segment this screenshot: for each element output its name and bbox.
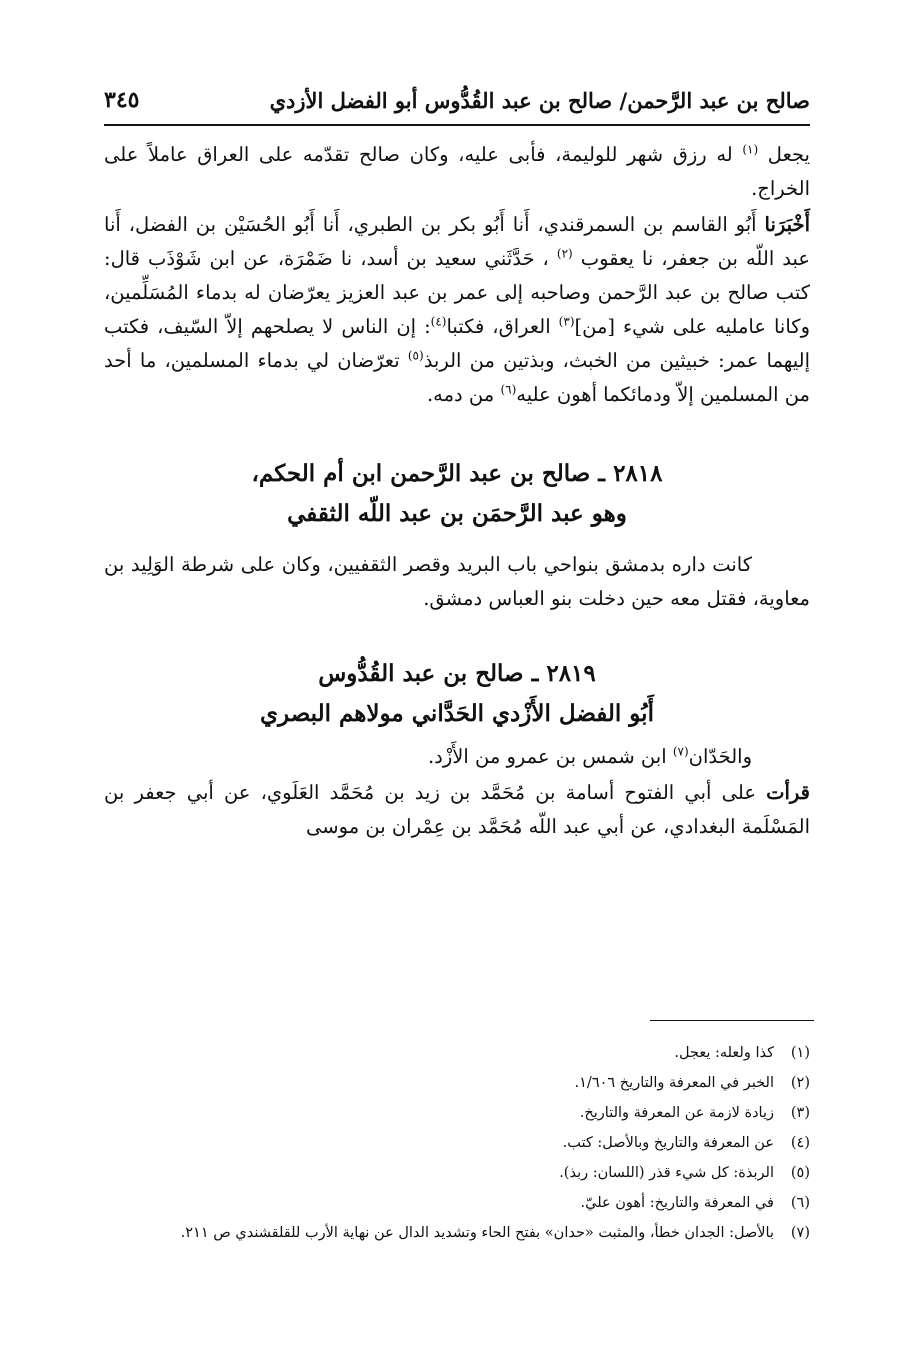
footnote-number: (٣): [790, 1105, 810, 1121]
footnote: [104, 1158, 810, 1188]
footnote: [104, 1098, 810, 1128]
footnote: [104, 1038, 810, 1068]
paragraph-2-text-a: أَبُو القاسم بن السمرقندي، أَنا أَبُو بكر بن الطبري، أَنا أَبُو الحُسَيْن بن الفضل، أَنا عبد اللّه بن جعفر، نا يعقوب: [104, 213, 811, 270]
paragraph-2-text-d: : إن الناس لا يصلحهم إلاّ السّيف، فكتب إليهما عمر: خبيثين من الخبث، وبذتين من الربذ: [104, 315, 810, 372]
footnote-text: كذا ولعله: يعجل.: [674, 1045, 774, 1061]
entry-2819-line-a: والحَدّان: [688, 745, 752, 768]
page-body: [104, 138, 810, 844]
footnote-number: (٢): [790, 1075, 810, 1091]
footnote-ref-3: (٣): [558, 314, 575, 329]
paragraph-2-lead: أَخْبَرَنا: [764, 213, 810, 236]
paragraph-2-text-c: العراق، فكتبا: [446, 315, 551, 338]
paragraph-2-text-b: ، حَدَّثَني سعيد بن أسد، نا ضَمْرَة، عن ابن شَوْذَب قال: كتب صالح بن عبد الرَّحمن وصاحبه إلى عمر بن عبد العزيز يعرّضان له بدماء المُسَلِّمين، وكانا عامليه على شيء [من]: [104, 247, 810, 338]
footnote-ref-1: (١): [742, 142, 759, 157]
header-rule: [104, 124, 810, 126]
running-head: صالح بن عبد الرَّحمن/ صالح بن عبد القُدُّوس أبو الفضل الأزدي: [269, 87, 810, 113]
page-number: ٣٤٥: [104, 87, 140, 113]
footnote: [104, 1068, 810, 1098]
entry-2818-heading: [104, 454, 810, 534]
footnote-number: (٥): [790, 1165, 810, 1181]
paragraph-1-text-b: له رزق شهر للوليمة، فأبى عليه، وكان صالح تقدّمه على العراق عاملاً على الخراج.: [104, 143, 810, 200]
footnote-text: الربذة: كل شيء قذر (اللسان: ربذ).: [559, 1165, 774, 1181]
footnotes: [104, 1038, 810, 1248]
footnote: [104, 1218, 810, 1248]
footnote-number: (٦): [790, 1195, 810, 1211]
footnote: [104, 1188, 810, 1218]
footnote-separator: [650, 1020, 814, 1021]
footnote-text: الخبر في المعرفة والتاريخ ١/٦٠٦.: [574, 1075, 774, 1091]
entry-2819-line-1: [104, 740, 810, 774]
footnote-text: في المعرفة والتاريخ: أهون عليّ.: [580, 1195, 774, 1211]
paragraph-indent: [752, 553, 810, 576]
entry-2819-title-line-1: ٢٨١٩ ـ صالح بن عبد القُدُّوس: [318, 660, 596, 687]
paragraph-1-text-a: يجعل: [767, 143, 810, 166]
paragraph-1: [104, 138, 810, 206]
entry-2818-text: كانت داره بدمشق بنواحي باب البريد وقصر الثقفيين، وكان على شرطة الوَلِيد بن معاوية، فقتل معه حين دخلت بنو العباس دمشق.: [104, 553, 810, 610]
footnote-text: زيادة لازمة عن المعرفة والتاريخ.: [579, 1105, 774, 1121]
entry-2819-paragraph: [104, 776, 810, 844]
entry-2819-heading: [104, 654, 810, 734]
entry-2819-lead: قرأت: [766, 781, 810, 804]
footnote-number: (١): [790, 1045, 810, 1061]
page-header: [104, 80, 810, 120]
entry-2819-line-b: ابن شمس بن عمرو من الأَزْد.: [427, 745, 667, 768]
paragraph-2-text-f: من دمه.: [426, 383, 495, 406]
footnote-number: (٤): [790, 1135, 810, 1151]
footnote-ref-6: (٦): [500, 382, 517, 397]
footnote-text: عن المعرفة والتاريخ وبالأصل: كتب.: [562, 1135, 774, 1151]
footnote: [104, 1128, 810, 1158]
footnote-number: (٧): [790, 1225, 810, 1241]
paragraph-2: [104, 208, 810, 412]
paragraph-2-text-e: تعرّضان لي بدماء المسلمين، ما أحد من المسلمين إلاّ ودمائكما أهون عليه: [104, 349, 810, 406]
entry-2818-paragraph: [104, 548, 810, 616]
footnote-text: بالأصل: الجدان خطأ، والمثبت «حدان» بفتح الحاء وتشديد الدال عن نهاية الأرب للقلقشندي ص ٢١١.: [180, 1225, 774, 1241]
footnote-ref-7: (٧): [672, 744, 689, 759]
entry-2818-title-line-2: وهو عبد الرَّحمَن بن عبد اللّه الثقفي: [287, 500, 627, 527]
footnote-ref-4: (٤): [430, 314, 447, 329]
entry-2818-title-line-1: ٢٨١٨ ـ صالح بن عبد الرَّحمن ابن أم الحكم،: [251, 460, 663, 487]
entry-2819-title-line-2: أَبُو الفضل الأَزْدي الحَدَّاني مولاهم البصري: [260, 700, 654, 727]
footnote-ref-5: (٥): [407, 348, 424, 363]
paragraph-indent: [752, 745, 810, 768]
footnote-ref-2: (٢): [556, 246, 573, 261]
entry-2819-text: على أبي الفتوح أسامة بن مُحَمَّد بن زيد بن مُحَمَّد العَلَوي، عن أبي جعفر بن المَسْلَمة البغدادي، عن أبي عبد اللّه مُحَمَّد بن عِمْران بن موسى: [104, 781, 810, 838]
